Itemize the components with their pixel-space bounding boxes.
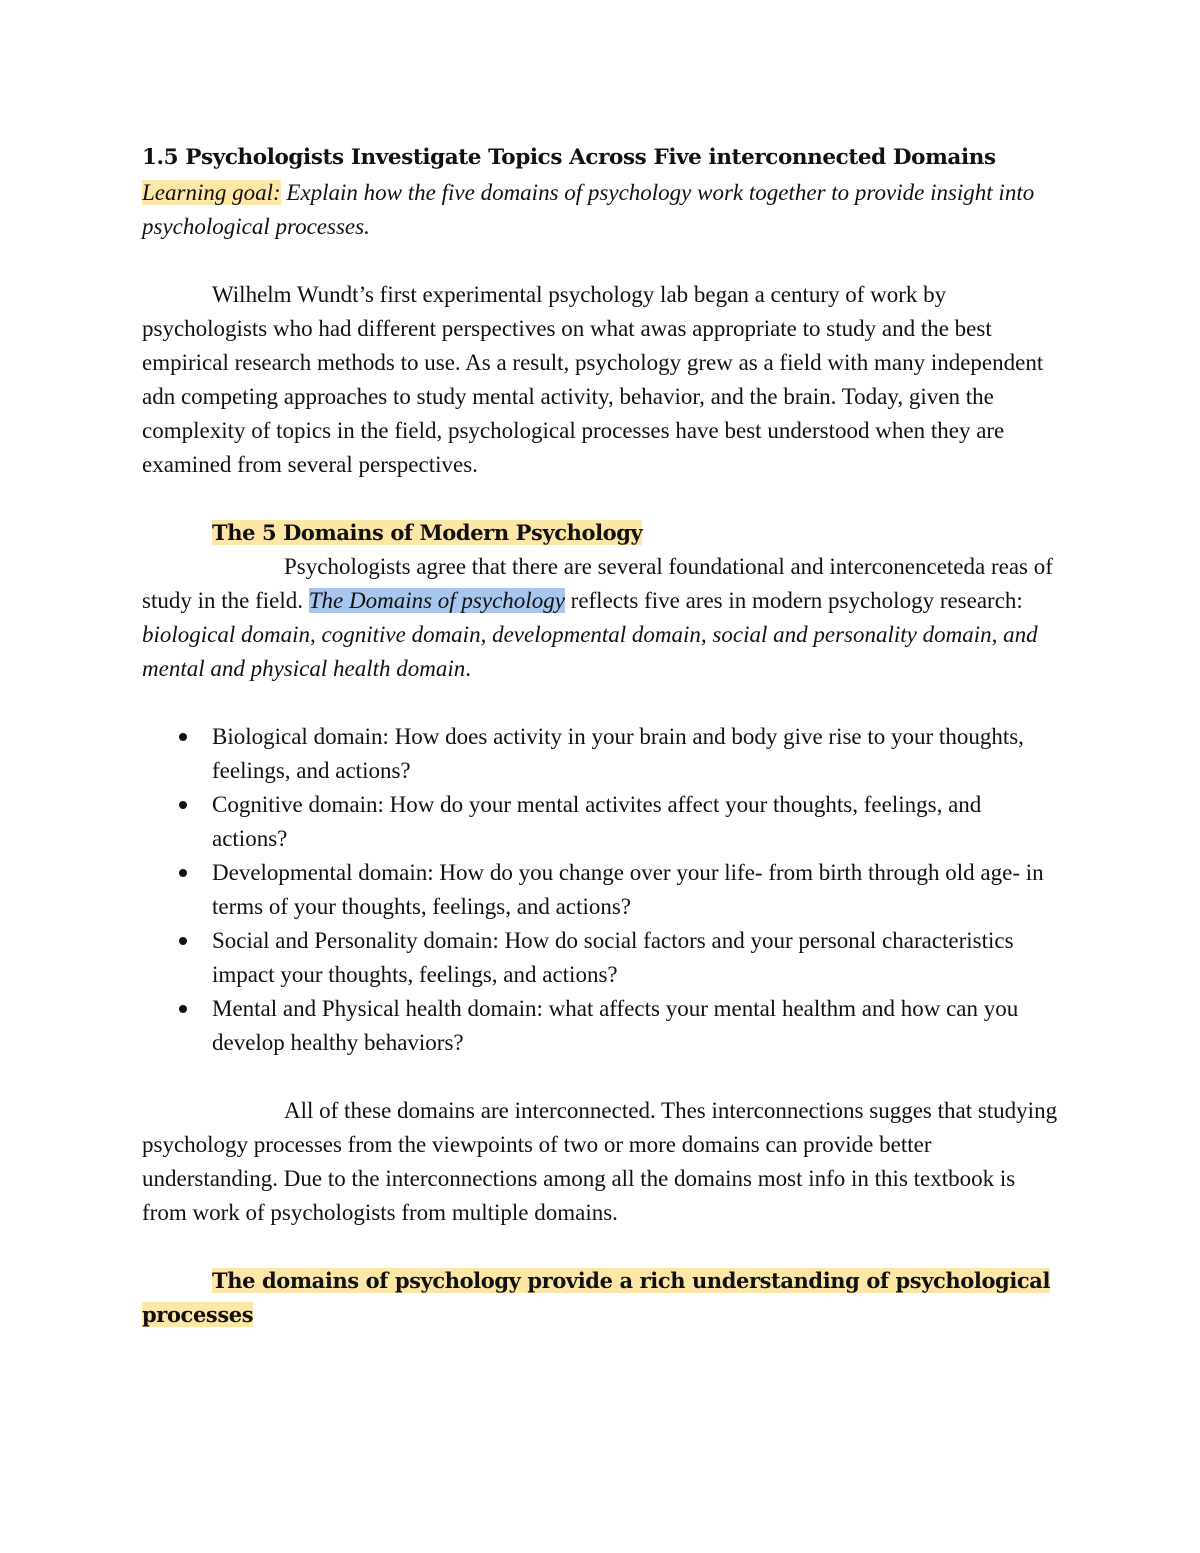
learning-goal [142,176,1062,244]
domains-list-italic: biological domain, cognitive domain, developmental domain, social and personality domain, and mental and physical health domain [142,622,1038,681]
bullet-icon [179,733,187,741]
spacer [142,1060,1062,1094]
domains-bullet-list [142,720,1062,1060]
closing-paragraph: All of these domains are interconnected. Thes interconnections sugges that studying psychology processes from the viewpoints of two or more domains can provide better understanding. Due to the interconnections among all the domains most info in this textbook is from work of psychologists from multiple domains. [142,1098,1058,1225]
list-item [142,788,1062,856]
domains-paragraph-end: . [465,656,471,681]
section-heading-rich-understanding [142,1264,1062,1332]
spacer [142,686,1062,720]
list-item [142,720,1062,788]
list-item-text: Cognitive domain: How do your mental activites affect your thoughts, feelings, and actions? [212,792,982,851]
spacer [142,244,1062,278]
list-item-text: Biological domain: How does activity in your brain and body give rise to your thoughts, feelings, and actions? [212,724,1024,783]
list-item-text: Social and Personality domain: How do social factors and your personal characteristics impact your thoughts, feelings, and actions? [212,928,1014,987]
spacer [142,482,1062,516]
list-item [142,856,1062,924]
domains-paragraph-mid: reflects five ares in modern psychology research: [564,588,1023,613]
page-title: 1.5 Psychologists Investigate Topics Across Five interconnected Domains [142,145,996,170]
domains-paragraph [142,550,1062,686]
bullet-icon [179,937,187,945]
bullet-icon [179,869,187,877]
intro-paragraph: Wilhelm Wundt’s first experimental psychology lab began a century of work by psychologists who had different perspectives on what awas appropriate to study and the best empirical research methods to use. As a result, psychology grew as a field with many independent adn competing approaches to study mental activity, behavior, and the brain. Today, given the complexity of topics in the field, psychological processes have best understood when they are examined from several perspectives. [142,282,1044,477]
learning-goal-label: Learning goal: [142,180,281,205]
learning-goal-text: Explain how the five domains of psychology work together to provide insight into psychological processes. [142,180,1035,239]
list-item-text: Mental and Physical health domain: what affects your mental healthm and how can you develop healthy behaviors? [212,996,1019,1055]
list-item [142,924,1062,992]
bullet-icon [179,1005,187,1013]
section-heading-rich-understanding-text: The domains of psychology provide a rich understanding of psychological processes [142,1268,1051,1327]
document-body [142,140,1062,1332]
bullet-icon [179,801,187,809]
domains-paragraph-start: Psychologists agree that there are several foundational and interconenceteda reas of study in the field. [142,554,1053,613]
spacer [142,1230,1062,1264]
list-item-text: Developmental domain: How do you change over your life- from birth through old age- in terms of your thoughts, feelings, and actions? [212,860,1044,919]
section-heading-domains [142,516,1062,550]
highlighted-term: The Domains of psychology [308,588,565,613]
section-heading-domains-text: The 5 Domains of Modern Psychology [212,520,643,545]
list-item [142,992,1062,1060]
